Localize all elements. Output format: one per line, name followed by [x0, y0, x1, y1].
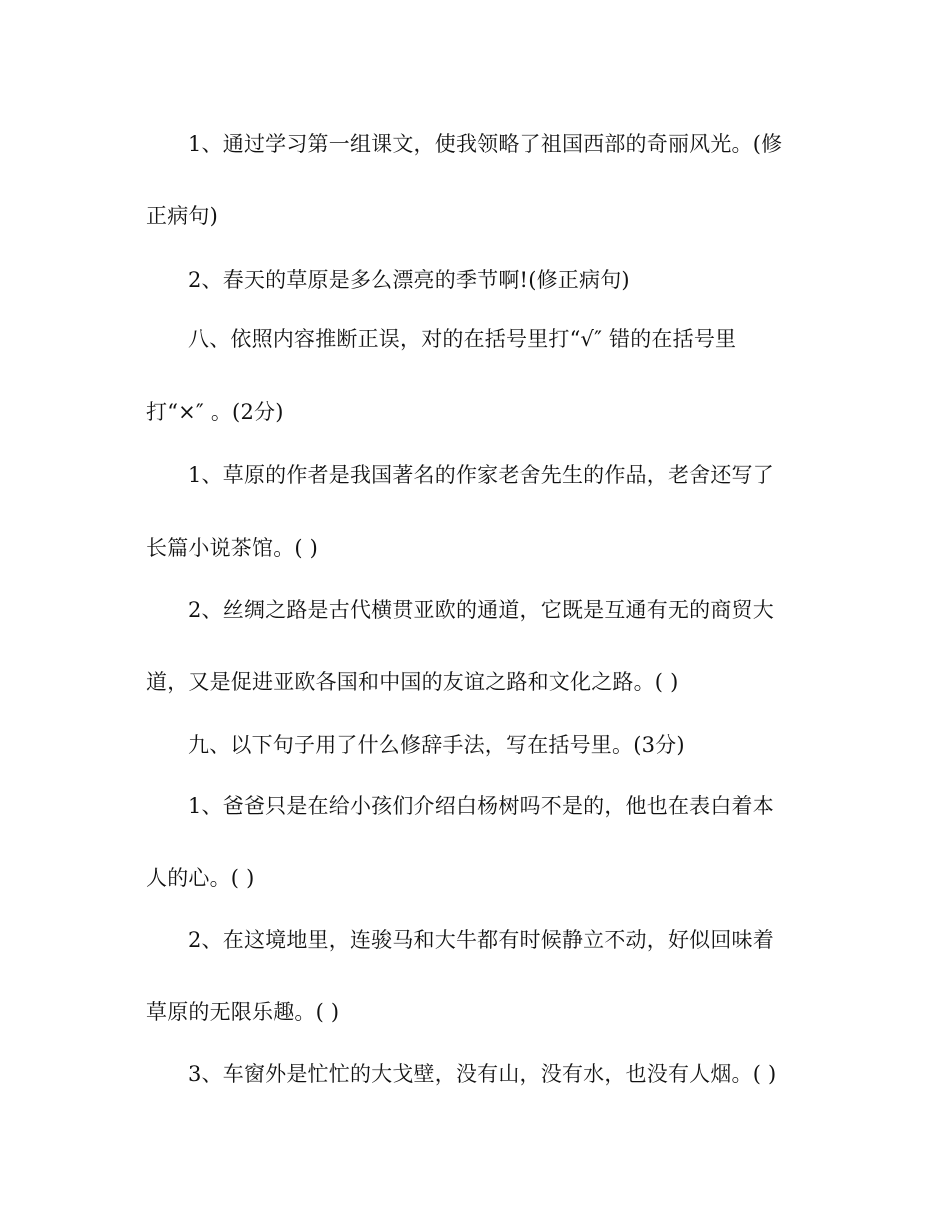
s8-q1-line1: 1、草原的作者是我国著名的作家老舍先生的作品，老舍还写了 — [188, 463, 774, 487]
s8-q2-line1: 2、丝绸之路是古代横贯亚欧的通道，它既是互通有无的商贸大 — [188, 598, 774, 622]
section-9-heading: 九、以下句子用了什么修辞手法，写在括号里。(3分) — [188, 733, 685, 757]
s9-q2-line1: 2、在这境地里，连骏马和大牛都有时候静立不动，好似回味着 — [188, 928, 774, 952]
q1-correct-sentence-line2: 正病句) — [146, 204, 218, 228]
q1-correct-sentence-line1: 1、通过学习第一组课文，使我领略了祖国西部的奇丽风光。(修 — [188, 132, 783, 156]
s8-q2-line2: 道，又是促进亚欧各国和中国的友谊之路和文化之路。( ) — [146, 670, 679, 694]
s9-q2-line2: 草原的无限乐趣。( ) — [146, 1000, 340, 1024]
section-8-heading-line2: 打“×″ 。(2分) — [146, 400, 284, 424]
section-8-heading-line1: 八、依照内容推断正误，对的在括号里打“√″ 错的在括号里 — [188, 327, 737, 351]
q2-correct-sentence: 2、春天的草原是多么漂亮的季节啊!(修正病句) — [188, 268, 630, 292]
s9-q3: 3、车窗外是忙忙的大戈壁，没有山，没有水，也没有人烟。( ) — [188, 1062, 777, 1086]
s9-q1-line1: 1、爸爸只是在给小孩们介绍白杨树吗不是的，他也在表白着本 — [188, 794, 774, 818]
s8-q1-line2: 长篇小说茶馆。( ) — [146, 536, 319, 560]
s9-q1-line2: 人的心。( ) — [146, 866, 255, 890]
